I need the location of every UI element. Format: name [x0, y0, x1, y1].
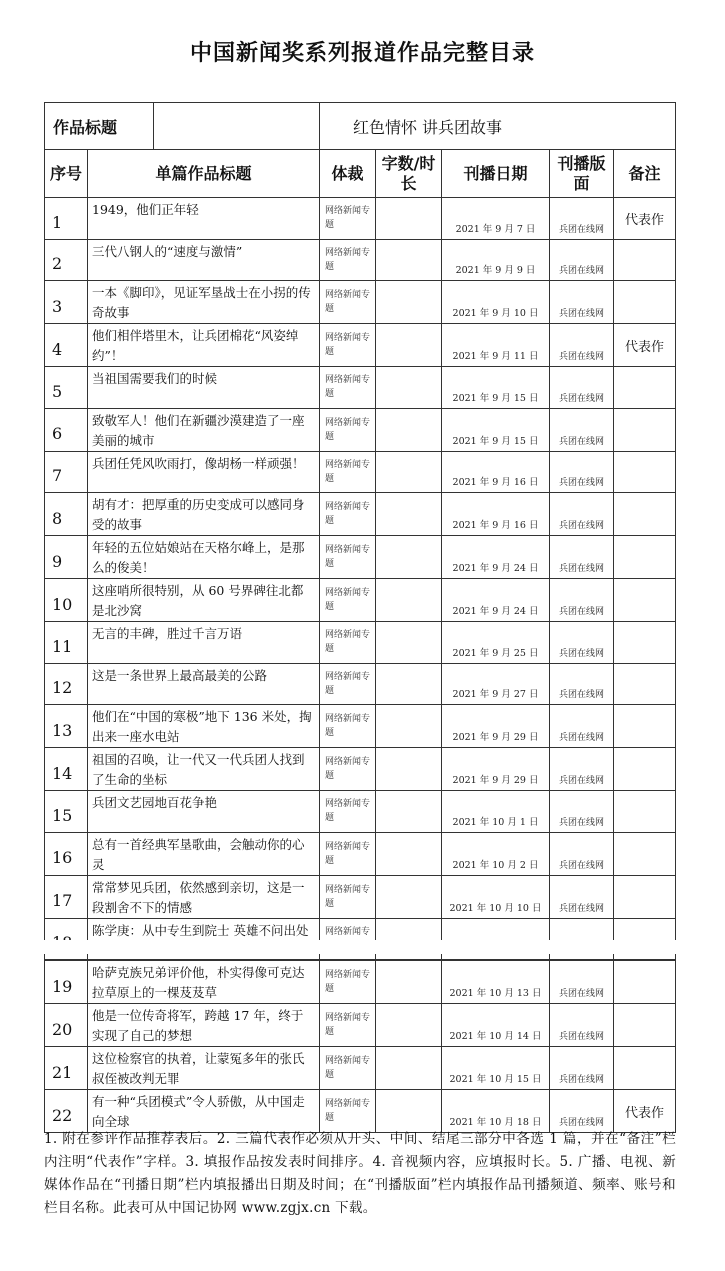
entry-title: 这是一条世界上最高最美的公路: [88, 663, 320, 705]
entry-outlet: 兵团在线网: [550, 748, 614, 791]
entry-title: 无言的丰碑，胜过千言万语: [88, 622, 320, 664]
entry-title: 哈萨克族兄弟评价他，朴实得像可克达拉草原上的一棵芨芨草: [88, 961, 320, 1004]
entry-seq: 4: [45, 324, 88, 367]
entry-genre: 网络新闻专题: [320, 281, 376, 324]
entry-note: [614, 791, 676, 833]
entry-outlet: 兵团在线网: [550, 493, 614, 536]
entry-length: [376, 663, 442, 705]
entry-title: 三代八钢人的“速度与激情”: [88, 239, 320, 281]
entry-title: 兵团文艺园地百花争艳: [88, 791, 320, 833]
table-row: [45, 579, 676, 622]
entry-note: [614, 875, 676, 918]
entry-length: [376, 1047, 442, 1090]
entry-date: 2021 年 10 月 1 日: [442, 791, 550, 833]
entry-title: 致敬军人！他们在新疆沙漠建造了一座美丽的城市: [88, 408, 320, 451]
entry-length: [376, 1004, 442, 1047]
entry-date: 2021 年 9 月 16 日: [442, 451, 550, 493]
table-row: [45, 1004, 676, 1047]
entry-title: 年轻的五位姑娘站在天格尔峰上，是那么的俊美！: [88, 536, 320, 579]
entry-date: 2021 年 9 月 29 日: [442, 705, 550, 748]
entry-seq: 10: [45, 579, 88, 622]
entry-note: [614, 663, 676, 705]
entry-title: 他是一位传奇将军，跨越 17 年，终于实现了自己的梦想: [88, 1004, 320, 1047]
entry-seq: 17: [45, 875, 88, 918]
entry-outlet: 兵团在线网: [550, 791, 614, 833]
entry-length: [376, 622, 442, 664]
entry-outlet: 兵团在线网: [550, 536, 614, 579]
entry-length: [376, 198, 442, 240]
series-title: [320, 103, 676, 150]
col-header-note: 备注: [614, 150, 676, 198]
table-row: [45, 536, 676, 579]
entry-seq: 15: [45, 791, 88, 833]
table-row: [45, 493, 676, 536]
entry-seq: 2: [45, 239, 88, 281]
entry-seq: 6: [45, 408, 88, 451]
entry-length: [376, 451, 442, 493]
entry-seq: 3: [45, 281, 88, 324]
entry-seq: 20: [45, 1004, 88, 1047]
entry-outlet: 兵团在线网: [550, 408, 614, 451]
entry-title: 祖国的召唤，让一代又一代兵团人找到了生命的坐标: [88, 748, 320, 791]
entry-note: 代表作: [614, 198, 676, 240]
entry-date: 2021 年 9 月 7 日: [442, 198, 550, 240]
entry-length: [376, 493, 442, 536]
entry-outlet: 兵团在线网: [550, 832, 614, 875]
entry-genre: 网络新闻专题: [320, 493, 376, 536]
entry-title: 有一种“兵团模式”令人骄傲，从中国走向全球: [88, 1090, 320, 1133]
entry-title: 一本《脚印》，见证军垦战士在小拐的传奇故事: [88, 281, 320, 324]
entry-date: 2021 年 9 月 15 日: [442, 408, 550, 451]
entry-title: 他们在“中国的寒极”地下 136 米处，掏出来一座水电站: [88, 705, 320, 748]
table-row: [45, 367, 676, 409]
entry-genre: 网络新闻专题: [320, 1090, 376, 1133]
entry-date: 2021 年 9 月 25 日: [442, 622, 550, 664]
entry-title: 常常梦见兵团，依然感到亲切，这是一段割舍不下的情感: [88, 875, 320, 918]
entry-note: [614, 1047, 676, 1090]
entry-genre: 网络新闻专题: [320, 663, 376, 705]
entry-length: [376, 367, 442, 409]
entry-title: 他们相伴塔里木，让兵团棉花“风姿绰约”！: [88, 324, 320, 367]
entry-outlet: 兵团在线网: [550, 451, 614, 493]
entry-outlet: 兵团在线网: [550, 239, 614, 281]
col-header-title: 单篇作品标题: [88, 150, 320, 198]
col-header-length: 字数/时长: [376, 150, 442, 198]
entry-title: 陈学庚：从中专生到院士 英雄不问出处: [88, 918, 320, 960]
entry-length: [376, 832, 442, 875]
entry-seq: 21: [45, 1047, 88, 1090]
entry-date: 2021 年 9 月 9 日: [442, 239, 550, 281]
entry-date: 2021 年 10 月 18 日: [442, 1090, 550, 1133]
entry-genre: 网络新闻专题: [320, 875, 376, 918]
entry-genre: 网络新闻专题: [320, 705, 376, 748]
page-break-gap: [44, 940, 684, 954]
entry-note: [614, 493, 676, 536]
entry-genre: 网络新闻专题: [320, 961, 376, 1004]
entry-date: 2021 年 10 月 2 日: [442, 832, 550, 875]
entry-outlet: 兵团在线网: [550, 961, 614, 1004]
entry-outlet: 兵团在线网: [550, 1090, 614, 1133]
entry-seq: 11: [45, 622, 88, 664]
entry-genre: 网络新闻专题: [320, 324, 376, 367]
entry-note: [614, 705, 676, 748]
entry-genre: 网络新闻专题: [320, 748, 376, 791]
entry-genre: 网络新闻专题: [320, 832, 376, 875]
entry-note: [614, 1004, 676, 1047]
entry-length: [376, 536, 442, 579]
entry-seq: 19: [45, 961, 88, 1004]
series-title-text: 红色情怀 讲兵团故事: [352, 117, 503, 137]
entry-title: 胡有才：把厚重的历史变成可以感同身受的故事: [88, 493, 320, 536]
entry-outlet: 兵团在线网: [550, 367, 614, 409]
catalog-table-continued: [44, 960, 676, 1133]
entry-outlet: 兵团在线网: [550, 622, 614, 664]
entry-genre: 网络新闻专: [320, 918, 376, 960]
entry-seq: 12: [45, 663, 88, 705]
table-row: [45, 748, 676, 791]
entry-length: [376, 239, 442, 281]
entry-length: [376, 875, 442, 918]
entry-title: 这位检察官的执着，让蒙冤多年的张氏叔侄被改判无罪: [88, 1047, 320, 1090]
entry-seq: 22: [45, 1090, 88, 1133]
table-row: [45, 408, 676, 451]
entry-date: 2021 年 9 月 27 日: [442, 663, 550, 705]
entry-date: 2021 年 10 月 15 日: [442, 1047, 550, 1090]
entry-seq: 7: [45, 451, 88, 493]
footnote: 1. 附在参评作品推荐表后。2. 三篇代表作必须从开头、中间、结尾三部分中各选 1 篇，并在“备注”栏内注明“代表作”字样。3. 填报作品按发表时间排序。4. 音视频内容，应填报时长。5. 广播、电视、新媒体作品在“刊播日期”栏内填报播出日期及时间；在“刊播版面”栏内填报作品刊播频道、频率、账号和栏目名称。此表可从中国记协网 www.zgjx.cn 下载。: [44, 1131, 676, 1216]
entry-seq: 16: [45, 832, 88, 875]
entry-date: 2021 年 9 月 24 日: [442, 536, 550, 579]
col-header-genre: 体裁: [320, 150, 376, 198]
entry-seq: 5: [45, 367, 88, 409]
entry-title: 当祖国需要我们的时候: [88, 367, 320, 409]
entry-seq: 13: [45, 705, 88, 748]
entry-length: [376, 961, 442, 1004]
entry-length: [376, 324, 442, 367]
entry-length: [376, 748, 442, 791]
entry-note: [614, 451, 676, 493]
series-label: 作品标题: [45, 103, 154, 149]
entry-genre: 网络新闻专题: [320, 198, 376, 240]
catalog-table: [44, 102, 676, 960]
table-row: [45, 622, 676, 664]
entry-outlet: 兵团在线网: [550, 1047, 614, 1090]
entry-genre: 网络新闻专题: [320, 367, 376, 409]
table-row: [45, 875, 676, 918]
table-row: [45, 451, 676, 493]
col-header-seq: 序号: [45, 150, 88, 198]
table-row: [45, 961, 676, 1004]
entry-note: 代表作: [614, 1090, 676, 1133]
entry-outlet: 兵团在线网: [550, 1004, 614, 1047]
entry-date: 2021 年 9 月 16 日: [442, 493, 550, 536]
entry-length: [376, 1090, 442, 1133]
entry-note: [614, 281, 676, 324]
entry-outlet: 兵团在线网: [550, 324, 614, 367]
entry-date: 2021 年 9 月 24 日: [442, 579, 550, 622]
entry-genre: 网络新闻专题: [320, 622, 376, 664]
entry-note: 代表作: [614, 324, 676, 367]
table-row: [45, 705, 676, 748]
table-row: [45, 239, 676, 281]
entry-length: [376, 579, 442, 622]
entry-genre: 网络新闻专题: [320, 239, 376, 281]
entry-outlet: 兵团在线网: [550, 198, 614, 240]
entry-note: [614, 408, 676, 451]
entry-note: [614, 367, 676, 409]
table-row: [45, 791, 676, 833]
entry-genre: 网络新闻专题: [320, 791, 376, 833]
entry-seq: 8: [45, 493, 88, 536]
entry-genre: 网络新闻专题: [320, 1004, 376, 1047]
entry-outlet: 兵团在线网: [550, 705, 614, 748]
entry-date: 2021 年 10 月 14 日: [442, 1004, 550, 1047]
page-title: 中国新闻奖系列报道作品完整目录: [189, 41, 535, 66]
col-header-date: 刊播日期: [442, 150, 550, 198]
entry-outlet: 兵团在线网: [550, 579, 614, 622]
entry-note: [614, 536, 676, 579]
entry-genre: 网络新闻专题: [320, 451, 376, 493]
entry-outlet: 兵团在线网: [550, 875, 614, 918]
entry-title: 这座哨所很特别，从 60 号界碑往北都是北沙窝: [88, 579, 320, 622]
entry-date: 2021 年 9 月 10 日: [442, 281, 550, 324]
entry-date: 2021 年 9 月 29 日: [442, 748, 550, 791]
table-row: [45, 281, 676, 324]
entry-genre: 网络新闻专题: [320, 536, 376, 579]
col-header-outlet: 刊播版面: [550, 150, 614, 198]
table-row: [45, 198, 676, 240]
entry-length: [376, 705, 442, 748]
entry-length: [376, 791, 442, 833]
entry-date: 2021 年 10 月 10 日: [442, 875, 550, 918]
series-label-cell: [45, 103, 320, 150]
table-row: [45, 324, 676, 367]
entry-note: [614, 579, 676, 622]
entry-genre: 网络新闻专题: [320, 579, 376, 622]
table-row: [45, 663, 676, 705]
entry-seq: 1: [45, 198, 88, 240]
entry-date: 2021 年 9 月 15 日: [442, 367, 550, 409]
entry-note: [614, 239, 676, 281]
table-row: [45, 1090, 676, 1133]
entry-length: [376, 408, 442, 451]
entry-note: [614, 748, 676, 791]
entry-seq: 9: [45, 536, 88, 579]
entry-seq: 14: [45, 748, 88, 791]
table-row: [45, 832, 676, 875]
entry-title: 兵团任凭风吹雨打，像胡杨一样顽强！: [88, 451, 320, 493]
entry-note: [614, 622, 676, 664]
table-row: [45, 1047, 676, 1090]
entry-note: [614, 961, 676, 1004]
entry-outlet: 兵团在线网: [550, 663, 614, 705]
entry-note: [614, 832, 676, 875]
entry-genre: 网络新闻专题: [320, 1047, 376, 1090]
entry-genre: 网络新闻专题: [320, 408, 376, 451]
entry-length: [376, 281, 442, 324]
entry-date: 2021 年 9 月 11 日: [442, 324, 550, 367]
entry-outlet: 兵团在线网: [550, 281, 614, 324]
entry-title: 1949，他们正年轻: [88, 198, 320, 240]
entry-date: 2021 年 10 月 13 日: [442, 961, 550, 1004]
entry-title: 总有一首经典军垦歌曲，会触动你的心灵: [88, 832, 320, 875]
